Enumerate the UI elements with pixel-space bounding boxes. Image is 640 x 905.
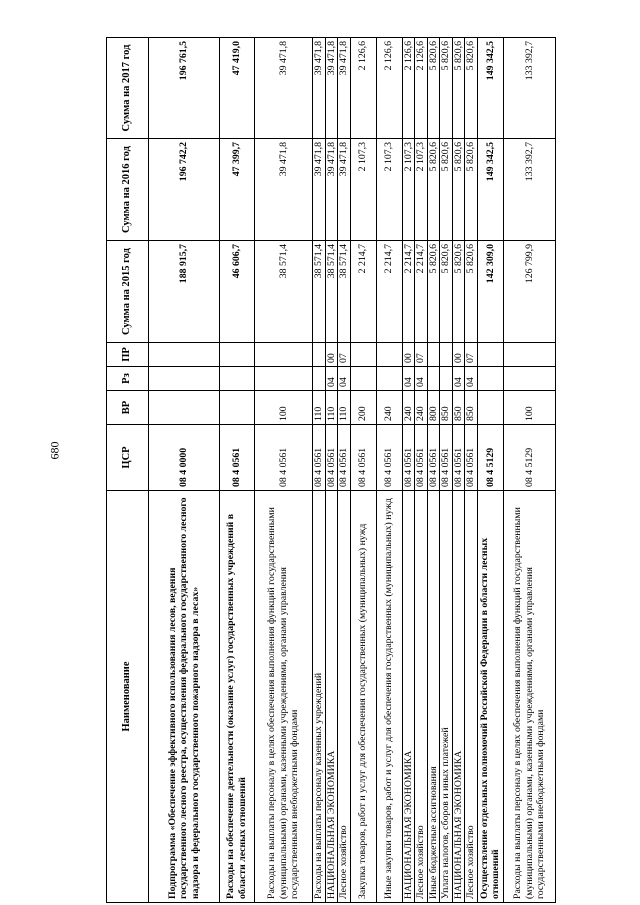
cell-rz	[313, 367, 326, 391]
cell-pr	[313, 343, 326, 367]
cell-sum-2017: 5 820,6	[427, 38, 440, 139]
cell-sum-2016: 196 742,2	[149, 139, 220, 241]
cell-sum-2017: 39 471,8	[338, 38, 351, 139]
cell-sum-2015: 126 799,9	[503, 241, 555, 343]
table-row	[325, 38, 338, 903]
cell-sum-2016: 133 392,7	[503, 139, 555, 241]
cell-csr: 08 4 0561	[402, 425, 415, 491]
cell-vr: 100	[503, 391, 555, 425]
cell-sum-2015: 5 820,6	[465, 241, 478, 343]
table-row	[255, 38, 313, 903]
cell-pr: 00	[402, 343, 415, 367]
cell-sum-2015: 38 571,4	[325, 241, 338, 343]
cell-sum-2017: 149 342,5	[477, 38, 503, 139]
cell-vr: 200	[350, 391, 376, 425]
cell-vr: 800	[427, 391, 440, 425]
header-csr: ЦСР	[107, 425, 149, 491]
cell-pr	[503, 343, 555, 367]
cell-vr: 850	[440, 391, 453, 425]
cell-vr: 110	[338, 391, 351, 425]
cell-sum-2017: 39 471,8	[255, 38, 313, 139]
cell-name: Уплата налогов, сборов и иных платежей	[440, 491, 453, 903]
cell-sum-2015: 2 214,7	[350, 241, 376, 343]
cell-pr	[255, 343, 313, 367]
header-2015: Сумма на 2015 год	[107, 241, 149, 343]
cell-pr	[220, 343, 255, 367]
cell-csr: 08 4 0561	[220, 425, 255, 491]
cell-name: НАЦИОНАЛЬНАЯ ЭКОНОМИКА	[402, 491, 415, 903]
cell-pr	[427, 343, 440, 367]
cell-csr: 08 4 0561	[427, 425, 440, 491]
cell-rz: 04	[415, 367, 428, 391]
cell-vr	[220, 391, 255, 425]
cell-csr: 08 4 0000	[149, 425, 220, 491]
cell-sum-2016: 2 107,3	[415, 139, 428, 241]
cell-rz	[427, 367, 440, 391]
cell-csr: 08 4 0561	[338, 425, 351, 491]
budget-table	[106, 37, 556, 903]
table-row	[149, 38, 220, 903]
cell-rz: 04	[338, 367, 351, 391]
cell-csr: 08 4 0561	[415, 425, 428, 491]
header-pr: ПР	[107, 343, 149, 367]
cell-pr	[477, 343, 503, 367]
cell-sum-2017: 39 471,8	[313, 38, 326, 139]
cell-sum-2017: 196 761,5	[149, 38, 220, 139]
cell-sum-2016: 2 107,3	[402, 139, 415, 241]
cell-vr: 240	[402, 391, 415, 425]
cell-sum-2015: 5 820,6	[452, 241, 465, 343]
cell-csr: 08 4 0561	[325, 425, 338, 491]
cell-name: Закупка товаров, работ и услуг для обеспечения государственных (муниципальных) нужд	[350, 491, 376, 903]
cell-rz: 04	[325, 367, 338, 391]
header-vr: ВР	[107, 391, 149, 425]
cell-sum-2015: 38 571,4	[338, 241, 351, 343]
cell-rz	[255, 367, 313, 391]
cell-sum-2015: 2 214,7	[415, 241, 428, 343]
cell-vr: 100	[255, 391, 313, 425]
cell-rz: 04	[452, 367, 465, 391]
cell-sum-2015: 38 571,4	[313, 241, 326, 343]
cell-csr: 08 4 5129	[477, 425, 503, 491]
cell-csr: 08 4 0561	[350, 425, 376, 491]
cell-sum-2017: 2 126,6	[376, 38, 402, 139]
cell-name: НАЦИОНАЛЬНАЯ ЭКОНОМИКА	[325, 491, 338, 903]
cell-sum-2015: 5 820,6	[427, 241, 440, 343]
cell-sum-2016: 39 471,8	[313, 139, 326, 241]
cell-sum-2016: 2 107,3	[376, 139, 402, 241]
cell-csr: 08 4 0561	[376, 425, 402, 491]
cell-rz	[440, 367, 453, 391]
cell-pr	[376, 343, 402, 367]
cell-sum-2016: 149 342,5	[477, 139, 503, 241]
cell-name: Расходы на выплаты персоналу в целях обеспечения выполнения функций государственными (муниципальными) органами, казенными учреждениями, органами управления государственными внебюджетными фондами	[255, 491, 313, 903]
cell-sum-2017: 2 126,6	[415, 38, 428, 139]
cell-name: Лесное хозяйство	[465, 491, 478, 903]
table-row	[376, 38, 402, 903]
cell-sum-2016: 5 820,6	[452, 139, 465, 241]
cell-sum-2015: 2 214,7	[376, 241, 402, 343]
cell-vr: 240	[415, 391, 428, 425]
cell-sum-2017: 2 126,6	[350, 38, 376, 139]
table-row	[338, 38, 351, 903]
cell-pr: 00	[452, 343, 465, 367]
cell-vr: 240	[376, 391, 402, 425]
cell-name: НАЦИОНАЛЬНАЯ ЭКОНОМИКА	[452, 491, 465, 903]
table-row	[465, 38, 478, 903]
cell-vr	[149, 391, 220, 425]
table-row	[220, 38, 255, 903]
cell-pr	[149, 343, 220, 367]
cell-sum-2016: 5 820,6	[440, 139, 453, 241]
cell-name: Лесное хозяйство	[338, 491, 351, 903]
cell-name: Расходы на выплаты персоналу в целях обеспечения выполнения функций государственными (муниципальными) органами, казенными учреждениями, органами управления государственными внебюджетными фондами	[503, 491, 555, 903]
cell-vr: 110	[313, 391, 326, 425]
cell-pr: 07	[415, 343, 428, 367]
cell-sum-2017: 5 820,6	[465, 38, 478, 139]
cell-csr: 08 4 0561	[313, 425, 326, 491]
cell-rz	[477, 367, 503, 391]
header-name: Наименование	[107, 491, 149, 903]
cell-pr: 07	[465, 343, 478, 367]
cell-csr: 08 4 0561	[255, 425, 313, 491]
cell-sum-2015: 2 214,7	[402, 241, 415, 343]
table-row	[350, 38, 376, 903]
cell-vr	[477, 391, 503, 425]
cell-pr: 07	[338, 343, 351, 367]
header-2017: Сумма на 2017 год	[107, 38, 149, 139]
cell-name: Расходы на обеспечение деятельности (оказание услуг) государственных учреждений в области лесных отношений	[220, 491, 255, 903]
cell-rz: 04	[402, 367, 415, 391]
cell-name: Подпрограмма «Обеспечение эффективного использования лесов, ведения государственного лесного реестра, осуществления федерального государственного лесного надзора и федерального государственного пожарного надзора в лесах»	[149, 491, 220, 903]
cell-vr: 850	[465, 391, 478, 425]
cell-name: Иные закупки товаров, работ и услуг для обеспечения государственных (муниципальных) нужд	[376, 491, 402, 903]
table-row	[503, 38, 555, 903]
header-rz: Рз	[107, 367, 149, 391]
cell-name: Расходы на выплаты персоналу казенных учреждений	[313, 491, 326, 903]
cell-sum-2016: 39 471,8	[255, 139, 313, 241]
table-row	[402, 38, 415, 903]
cell-sum-2016: 47 399,7	[220, 139, 255, 241]
cell-pr	[350, 343, 376, 367]
cell-sum-2015: 38 571,4	[255, 241, 313, 343]
cell-sum-2015: 188 915,7	[149, 241, 220, 343]
cell-sum-2017: 2 126,6	[402, 38, 415, 139]
cell-sum-2015: 46 606,7	[220, 241, 255, 343]
cell-name: Осуществление отдельных полномочий Российской Федерации в области лесных отношений	[477, 491, 503, 903]
cell-rz: 04	[465, 367, 478, 391]
cell-csr: 08 4 0561	[465, 425, 478, 491]
cell-sum-2017: 133 392,7	[503, 38, 555, 139]
cell-sum-2016: 39 471,8	[325, 139, 338, 241]
cell-sum-2017: 47 419,0	[220, 38, 255, 139]
cell-rz	[350, 367, 376, 391]
cell-csr: 08 4 5129	[503, 425, 555, 491]
cell-pr	[440, 343, 453, 367]
table-row	[452, 38, 465, 903]
cell-sum-2016: 5 820,6	[465, 139, 478, 241]
cell-sum-2015: 142 309,0	[477, 241, 503, 343]
cell-vr: 110	[325, 391, 338, 425]
cell-csr: 08 4 0561	[452, 425, 465, 491]
cell-vr: 850	[452, 391, 465, 425]
cell-rz	[376, 367, 402, 391]
cell-rz	[503, 367, 555, 391]
cell-sum-2016: 2 107,3	[350, 139, 376, 241]
header-2016: Сумма на 2016 год	[107, 139, 149, 241]
cell-pr: 00	[325, 343, 338, 367]
cell-sum-2016: 5 820,6	[427, 139, 440, 241]
table-row	[477, 38, 503, 903]
table-row	[313, 38, 326, 903]
cell-sum-2015: 5 820,6	[440, 241, 453, 343]
table-header	[107, 38, 149, 903]
cell-rz	[149, 367, 220, 391]
cell-rz	[220, 367, 255, 391]
cell-sum-2017: 5 820,6	[452, 38, 465, 139]
table-row	[427, 38, 440, 903]
rotated-page-content	[106, 38, 547, 903]
cell-sum-2016: 39 471,8	[338, 139, 351, 241]
cell-csr: 08 4 0561	[440, 425, 453, 491]
cell-name: Иные бюджетные ассигнования	[427, 491, 440, 903]
cell-name: Лесное хозяйство	[415, 491, 428, 903]
cell-sum-2017: 39 471,8	[325, 38, 338, 139]
table-row	[415, 38, 428, 903]
cell-sum-2017: 5 820,6	[440, 38, 453, 139]
page-number: 680	[47, 441, 62, 460]
table-row	[440, 38, 453, 903]
